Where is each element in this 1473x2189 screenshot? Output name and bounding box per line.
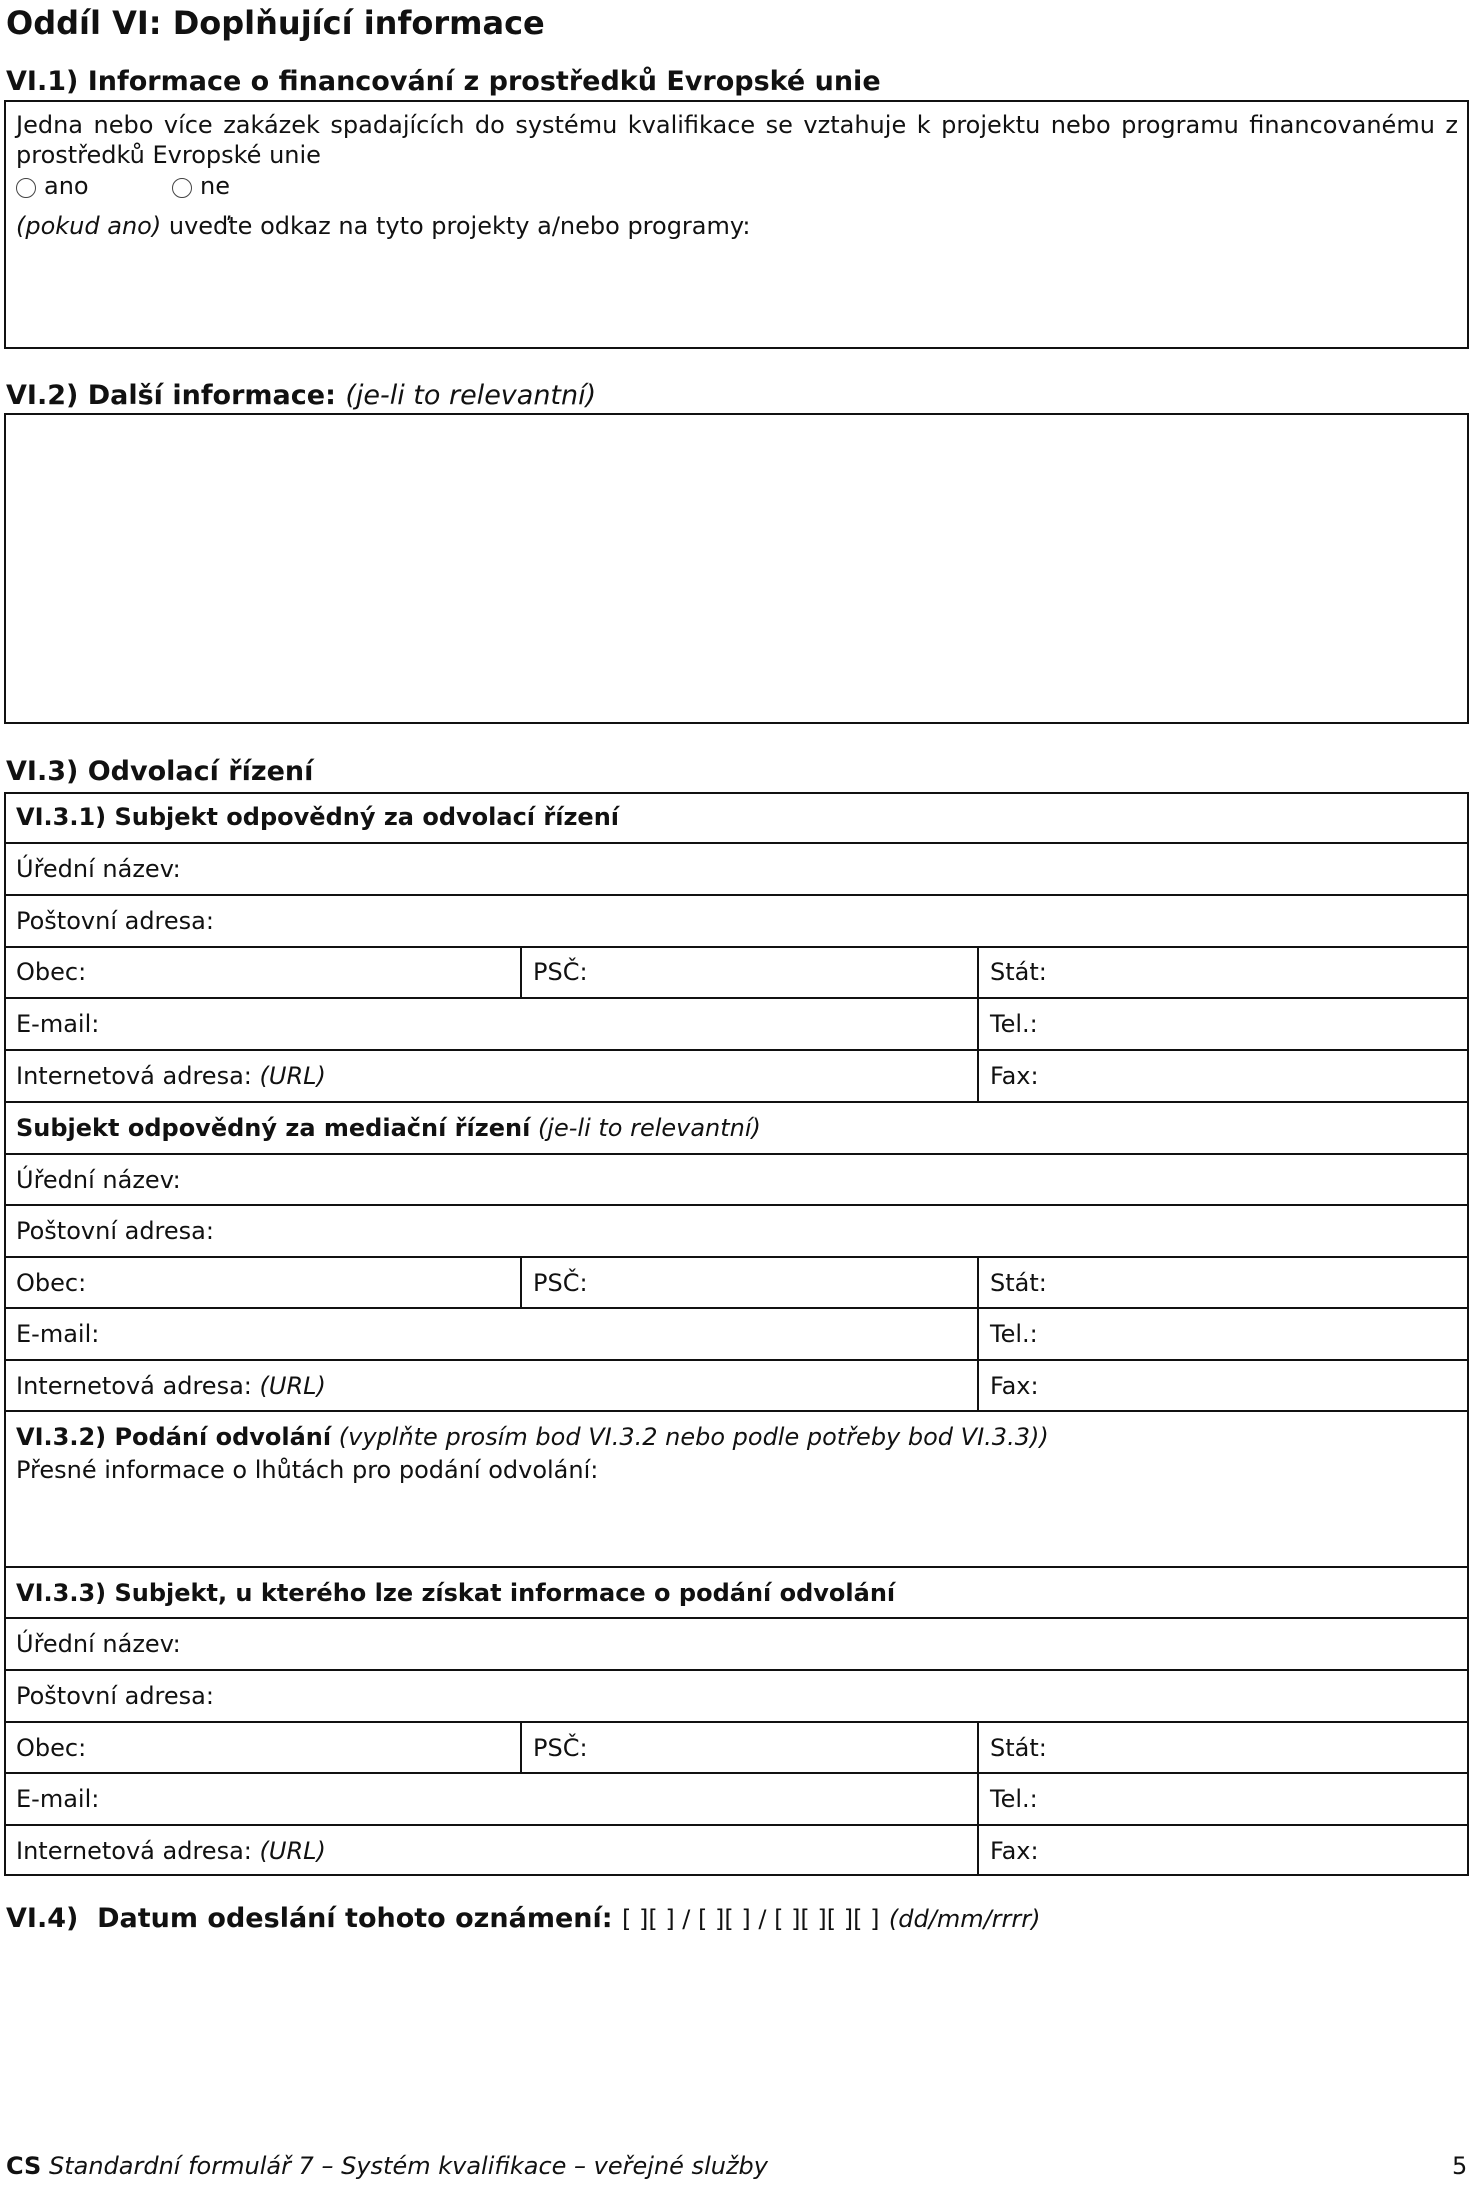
- vi1-heading: VI.1) Informace o financování z prostředků Evropské unie: [6, 66, 881, 97]
- vi1-option-yes[interactable]: ano: [16, 172, 89, 200]
- country-label: Stát:: [990, 1269, 1047, 1297]
- town-label: Obec:: [16, 1734, 87, 1762]
- vi4-label: VI.4): [6, 1903, 79, 1934]
- mediation-heading: Subjekt odpovědný za mediační řízení (je-li to relevantní): [16, 1114, 761, 1142]
- date-format: (dd/mm/rrrr): [888, 1905, 1041, 1933]
- vi3-heading: VI.3) Odvolací řízení: [6, 756, 314, 787]
- footer-form-title: Standardní formulář 7 – Systém kvalifikace – veřejné služby: [48, 2152, 768, 2180]
- phone-label: Tel.:: [990, 1320, 1038, 1348]
- fax-label: Fax:: [990, 1837, 1039, 1865]
- official-name-label: Úřední název:: [16, 855, 181, 883]
- postal-code-label: PSČ:: [533, 1269, 588, 1297]
- vi4-heading: Datum odeslání tohoto oznámení:: [97, 1903, 613, 1934]
- fax-label: Fax:: [990, 1062, 1039, 1090]
- vi32-heading: VI.3.2) Podání odvolání (vyplňte prosím bod VI.3.2 nebo podle potřeby bod VI.3.3)): [16, 1423, 1049, 1451]
- phone-label: Tel.:: [990, 1785, 1038, 1813]
- email-label: E-mail:: [16, 1320, 100, 1348]
- postal-code-label: PSČ:: [533, 958, 588, 986]
- vi1-question-line2: prostředků Evropské unie: [16, 141, 321, 169]
- postal-code-label: PSČ:: [533, 1734, 588, 1762]
- vi1-option-no[interactable]: ne: [172, 172, 230, 200]
- date-boxes: [ ][ ] / [ ][ ] / [ ][ ][ ][ ]: [621, 1905, 880, 1933]
- email-label: E-mail:: [16, 1010, 100, 1038]
- vi31-heading: VI.3.1) Subjekt odpovědný za odvolací řízení: [16, 803, 619, 831]
- internet-address-label: Internetová adresa: (URL): [16, 1062, 326, 1090]
- radio-yes-icon[interactable]: [16, 178, 36, 198]
- town-label: Obec:: [16, 958, 87, 986]
- vi2-input-box[interactable]: [4, 413, 1469, 724]
- postal-address-label: Poštovní adresa:: [16, 1682, 214, 1710]
- phone-label: Tel.:: [990, 1010, 1038, 1038]
- country-label: Stát:: [990, 958, 1047, 986]
- vi2-heading: VI.2) Další informace: (je-li to relevantní): [6, 380, 597, 411]
- page-number: 5: [1452, 2152, 1468, 2180]
- internet-address-label: Internetová adresa: (URL): [16, 1372, 326, 1400]
- section-title: Oddíl VI: Doplňující informace: [6, 4, 545, 42]
- radio-no-icon[interactable]: [172, 178, 192, 198]
- vi1-reference: (pokud ano) uveďte odkaz na tyto projekty a/nebo programy:: [16, 212, 751, 240]
- official-name-label: Úřední název:: [16, 1630, 181, 1658]
- country-label: Stát:: [990, 1734, 1047, 1762]
- vi1-question-line1: Jedna nebo více zakázek spadajících do systému kvalifikace se vztahuje k projektu nebo programu financovanému z: [16, 111, 1458, 139]
- internet-address-label: Internetová adresa: (URL): [16, 1837, 326, 1865]
- postal-address-label: Poštovní adresa:: [16, 1217, 214, 1245]
- fax-label: Fax:: [990, 1372, 1039, 1400]
- postal-address-label: Poštovní adresa:: [16, 907, 214, 935]
- official-name-label: Úřední název:: [16, 1166, 181, 1194]
- vi33-heading: VI.3.3) Subjekt, u kterého lze získat informace o podání odvolání: [16, 1579, 896, 1607]
- vi3-table: [4, 792, 1469, 1876]
- vi32-text: Přesné informace o lhůtách pro podání odvolání:: [16, 1456, 599, 1484]
- footer-lang: CS: [6, 2152, 42, 2180]
- email-label: E-mail:: [16, 1785, 100, 1813]
- town-label: Obec:: [16, 1269, 87, 1297]
- footer: [6, 2152, 768, 2180]
- vi4-line: [6, 1903, 1041, 1934]
